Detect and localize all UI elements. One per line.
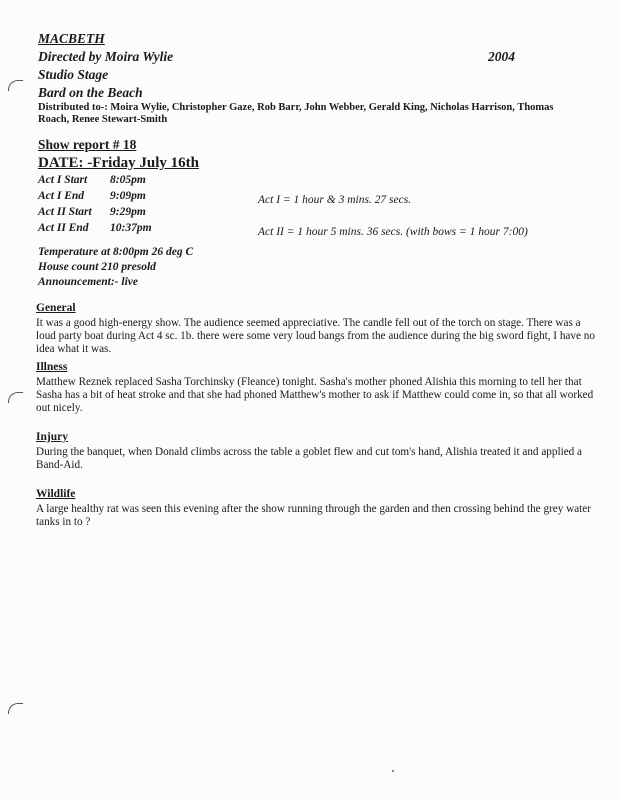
time-label-act2-end: Act II End [38, 222, 89, 234]
section-text-general: It was a good high-energy show. The audience seemed appreciative. The candle fell out of the torch on stage. There was a loud party boat during Act 4 sc. 1b. there were some very loud bangs from the audience during the big sword fight, I have no idea what it was. [36, 317, 595, 356]
section-title-wildlife: Wildlife [36, 488, 76, 500]
binder-hole-mark-middle [8, 392, 23, 403]
time-label-act1-start: Act I Start [38, 174, 88, 186]
house-count: House count 210 presold [38, 261, 156, 273]
scan-speck [392, 770, 394, 772]
director-line: Directed by Moira Wylie [38, 49, 174, 64]
time-value-act1-end: 9:09pm [110, 190, 146, 202]
report-number: Show report # 18 [38, 137, 137, 152]
temperature: Temperature at 8:00pm 26 deg C [38, 246, 194, 258]
binder-hole-mark-bottom [8, 703, 23, 714]
section-text-illness: Matthew Reznek replaced Sasha Torchinsky (Fleance) tonight. Sasha's mother phoned Alishia this morning to tell her that Sasha has a bit of heat stroke and that she had phoned Matthew's mother to ask if Matthew could come in, so that all worked out nicely. [36, 376, 594, 415]
section-text-wildlife: A large healthy rat was seen this evening after the show running through the garden and then crossing behind the grey water tanks in to ? [36, 503, 591, 529]
play-title: MACBETH [38, 31, 105, 46]
announcement: Announcement:- live [38, 276, 138, 288]
venue-line: Studio Stage [38, 67, 109, 82]
section-title-injury: Injury [36, 431, 68, 443]
report-year: 2004 [488, 49, 515, 64]
act1-duration: Act I = 1 hour & 3 mins. 27 secs. [258, 194, 412, 206]
act2-duration: Act II = 1 hour 5 mins. 36 secs. (with bows = 1 hour 7:00) [258, 226, 528, 238]
section-title-illness: Illness [36, 361, 68, 373]
time-value-act1-start: 8:05pm [110, 174, 146, 186]
time-value-act2-end: 10:37pm [110, 222, 152, 234]
time-label-act1-end: Act I End [38, 190, 85, 202]
time-label-act2-start: Act II Start [38, 206, 92, 218]
section-text-injury: During the banquet, when Donald climbs across the table a goblet flew and cut tom's hand, Alishia treated it and applied a Band-Aid. [36, 446, 583, 472]
section-title-general: General [36, 302, 76, 314]
time-value-act2-start: 9:29pm [110, 206, 146, 218]
company-line: Bard on the Beach [38, 85, 143, 100]
distribution-list: Distributed to-: Moira Wylie, Christopher Gaze, Rob Barr, John Webber, Gerald King, Nicholas Harrison, Thomas Roach, Renee Stewart-Smith [38, 102, 554, 125]
binder-hole-mark-top [8, 80, 23, 91]
report-date: DATE: -Friday July 16th [38, 155, 199, 171]
